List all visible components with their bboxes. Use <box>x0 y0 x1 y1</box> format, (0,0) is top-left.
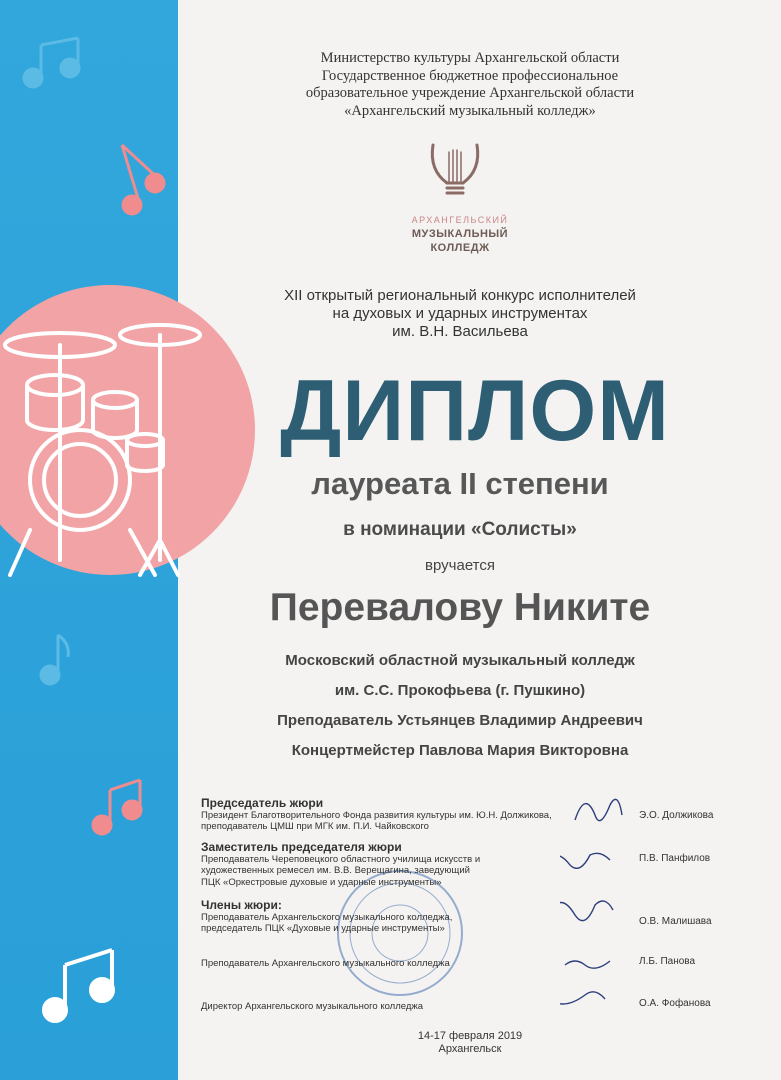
institution-line: им. С.С. Прокофьева (г. Пушкино) <box>334 682 586 699</box>
header-line: образовательное учреждение Архангельской области <box>305 85 635 101</box>
header-line: Министерство культуры Архангельской области <box>320 50 620 66</box>
jury-desc: Преподаватель Архангельского музыкального колледжа, <box>201 911 453 923</box>
jury-director-desc: Директор Архангельского музыкального колледжа <box>201 1001 424 1012</box>
jury-desc: художественных ремесел им. В.В. Верещагина, заведующий <box>201 865 470 876</box>
footer-city: Архангельск <box>438 1043 502 1055</box>
jury-member2-desc: Преподаватель Архангельского музыкального колледжа <box>201 958 450 969</box>
footer <box>380 1030 560 1056</box>
diploma-awarded: вручается <box>425 557 495 574</box>
footer-date: 14-17 февраля 2019 <box>417 1030 523 1042</box>
jury-desc: Президент Благотворительного Фонда развития культуры им. Ю.Н. Должикова, <box>201 809 552 821</box>
jury-deputy <box>201 842 480 888</box>
jury-members <box>201 900 452 935</box>
jury-signature-name: П.В. Панфилов <box>639 853 711 864</box>
recipient-info <box>230 646 690 766</box>
contest-line: XII открытый региональный конкурс исполнителей <box>284 287 636 304</box>
header-block <box>240 50 700 120</box>
header-line: Государственное бюджетное профессиональное <box>321 67 619 84</box>
institution-line: Московский областной музыкальный колледж <box>285 652 635 669</box>
diploma-nomination: в номинации «Солисты» <box>343 519 577 540</box>
contest-line: им. В.Н. Васильева <box>392 323 528 340</box>
signatures-icon <box>560 790 640 1020</box>
jury-heading: Заместитель председателя жюри <box>201 840 402 854</box>
jury-signature-name: Л.Б. Панова <box>639 956 696 967</box>
jury-desc: преподаватель ЦМШ при МГК им. П.И. Чайковского <box>201 821 429 832</box>
jury-heading: Члены жюри: <box>201 898 282 912</box>
jury-desc: ПЦК «Оркестровые духовые и ударные инструменты» <box>201 876 442 888</box>
jury-signature-name: О.А. Фофанова <box>639 998 711 1009</box>
jury-signature-name: О.В. Малишава <box>639 916 712 927</box>
jury-desc: председатель ПЦК «Духовые и ударные инструменты» <box>201 923 445 934</box>
logo-text <box>380 213 540 255</box>
diploma-title: ДИПЛОМ <box>280 363 670 459</box>
contest-title <box>240 287 680 341</box>
jury-heading: Председатель жюри <box>201 796 324 810</box>
jury-signature-name: Э.О. Должикова <box>639 810 714 821</box>
logo-line: АРХАНГЕЛЬСКИЙ <box>411 215 509 225</box>
logo-line: КОЛЛЕДЖ <box>430 242 490 254</box>
contest-line: на духовых и ударных инструментах <box>332 305 588 322</box>
recipient-name: Перевалову Никите <box>269 586 651 629</box>
lyre-logo-icon <box>425 140 485 200</box>
diploma-degree: лауреата II степени <box>311 466 609 501</box>
teacher-line: Преподаватель Устьянцев Владимир Андреевич <box>277 712 643 729</box>
accompanist-line: Концертмейстер Павлова Мария Викторовна <box>291 742 629 759</box>
header-line: «Архангельский музыкальный колледж» <box>344 102 596 119</box>
jury-chair <box>201 798 552 833</box>
logo-line: МУЗЫКАЛЬНЫЙ <box>411 228 509 240</box>
jury-desc: Преподаватель Череповецкого областного училища искусств и <box>201 853 481 865</box>
